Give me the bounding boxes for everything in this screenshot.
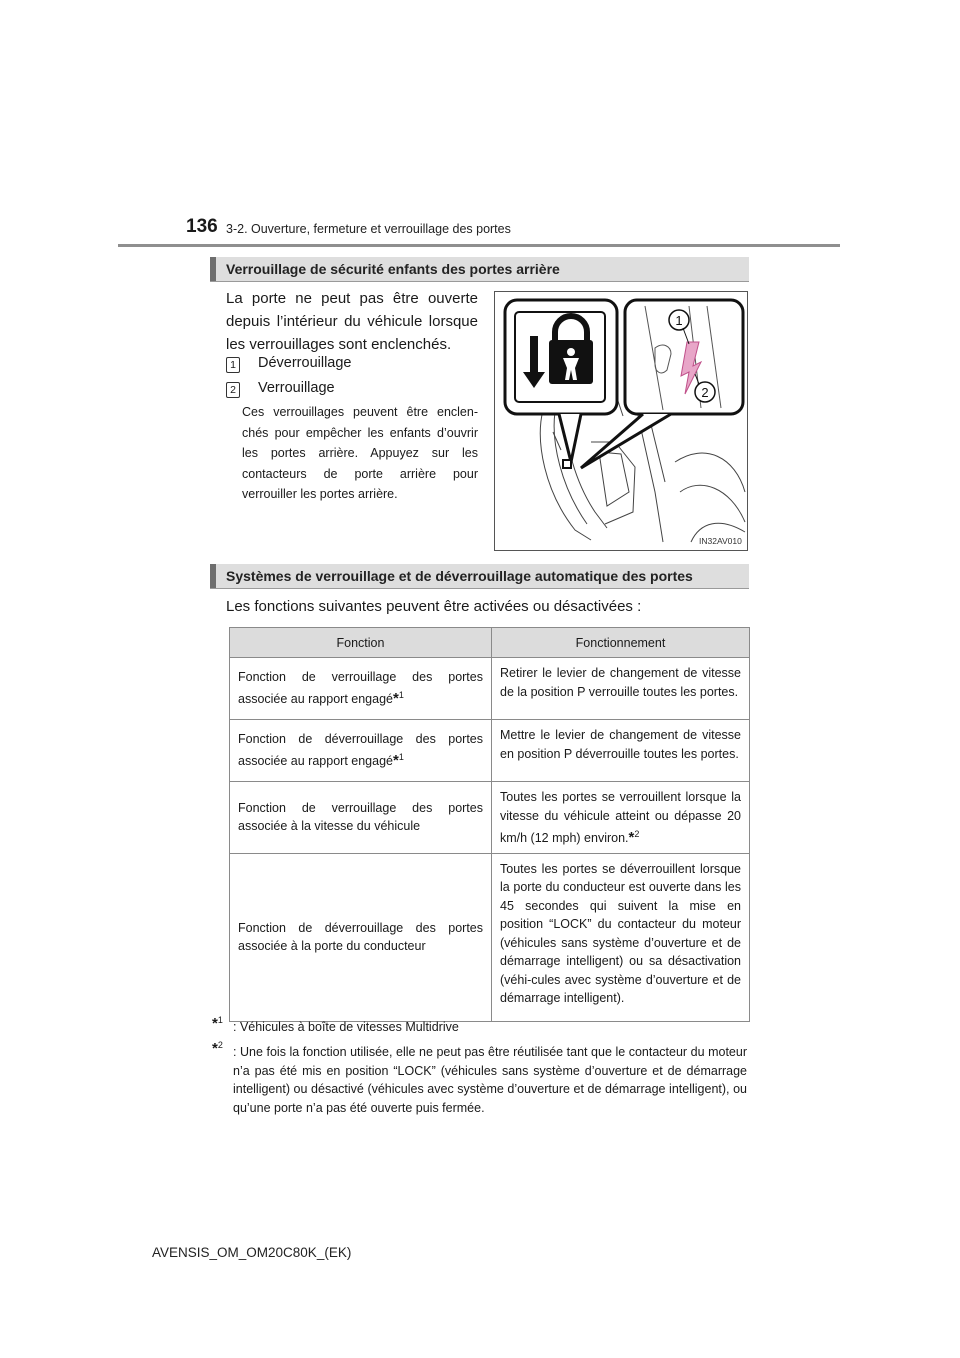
footnote-ref: 2 <box>634 829 640 839</box>
document-id: AVENSIS_OM_OM20C80K_(EK) <box>152 1245 352 1260</box>
cell-text: Retirer le levier de changement de vitesse de la position P verrouille toutes les portes. <box>500 666 741 699</box>
figure-callout-2: 2 <box>701 385 709 400</box>
section-title-text: Systèmes de verrouillage et de déverrouillage automatique des portes <box>226 568 693 584</box>
table-cell-function <box>230 853 492 1021</box>
cell-text: Toutes les portes se verrouillent lorsque la vitesse du véhicule atteint ou dépasse 20 km/h (12 mph) environ. <box>500 790 741 846</box>
footnote-ref: 1 <box>398 752 404 763</box>
table-row <box>230 658 750 720</box>
auto-lock-intro: Les fonctions suivantes peuvent être activées ou désactivées : <box>226 598 642 615</box>
footnote-1: : Véhicules à boîte de vitesses Multidrive <box>233 1020 459 1034</box>
cell-text: Mettre le levier de changement de vitesse en position P déverrouille toutes les portes. <box>500 728 741 761</box>
footnote-number: 1 <box>217 1015 223 1025</box>
header-rule <box>118 244 840 247</box>
item-number-badge: 2 <box>226 382 240 398</box>
table-row <box>230 853 750 1021</box>
child-lock-note: Ces verrouillages peuvent être enclen-chés pour empêcher les enfants d’ouvrir les portes arrière. Appuyez sur les contacteurs de porte arrière pour verrouiller les portes arrière. <box>242 405 478 501</box>
table-cell-operation <box>492 720 750 782</box>
functions-table <box>229 627 750 1022</box>
footnote-star: * <box>392 752 399 770</box>
footnote-ref: 1 <box>398 690 404 701</box>
section-title-auto-lock <box>210 564 749 589</box>
door-illustration <box>495 292 747 550</box>
section-title-text: Verrouillage de sécurité enfants des portes arrière <box>226 261 560 277</box>
cell-text: Fonction de déverrouillage des portes associée au rapport engagé <box>238 731 483 769</box>
child-lock-intro: La porte ne peut pas être ouverte depuis l’intérieur du véhicule lorsque les verrouillages sont enclenchés. <box>226 290 478 353</box>
footnote-star: * <box>392 690 399 708</box>
item-number-badge: 1 <box>226 357 240 373</box>
cell-text: Fonction de déverrouillage des portes associée à la porte du conducteur <box>238 920 483 954</box>
child-lock-figure <box>494 291 748 551</box>
table-cell-function <box>230 658 492 720</box>
page-number: 136 <box>186 216 218 237</box>
figure-code: IN32AV010 <box>699 536 742 546</box>
section-title-child-lock <box>210 257 749 282</box>
running-head: 3-2. Ouverture, fermeture et verrouillage des portes <box>226 222 511 236</box>
table-row <box>230 782 750 854</box>
cell-text: Toutes les portes se déverrouillent lorsque la porte du conducteur est ouverte dans les 45 secondes qui suivent la mise en position “LOCK” du contacteur du moteur (véhicules sans système d’ouverture et de démarrage intelligent) ou sa désactivation (véhi-cules avec système d’ouverture et de démarrage intelligent). <box>500 861 741 1006</box>
item-label-unlock: Déverrouillage <box>258 355 352 371</box>
cell-text: Fonction de verrouillage des portes associée au rapport engagé <box>238 669 483 707</box>
table-cell-operation <box>492 853 750 1021</box>
table-cell-function <box>230 720 492 782</box>
table-cell-operation <box>492 782 750 854</box>
table-cell-operation <box>492 658 750 720</box>
table-header: Fonctionnement <box>492 628 750 658</box>
footnote-number: 2 <box>217 1040 223 1050</box>
item-label-lock: Verrouillage <box>258 380 335 396</box>
table-cell-function <box>230 782 492 854</box>
cell-text: Fonction de verrouillage des portes associée à la vitesse du véhicule <box>238 800 483 834</box>
footnote-marker <box>212 1015 223 1032</box>
figure-callout-1: 1 <box>675 313 683 328</box>
footnote-star: * <box>212 1015 218 1033</box>
table-header-row <box>230 628 750 658</box>
footnote-marker <box>212 1040 223 1057</box>
footnote-2: : Une fois la fonction utilisée, elle ne peut pas être réutilisée tant que le contacteur du moteur n’a pas été mis en position “LOCK” (véhicules sans système d’ouverture et de démarrage intelligent) ou désactivé (véhicules avec système d’ouverture et de démarrage intelligent), ou qu’une porte n’a pas été ouverte puis fermée. <box>233 1045 747 1115</box>
footnote-star: * <box>212 1040 218 1058</box>
table-row <box>230 720 750 782</box>
footnote-star: * <box>628 829 635 847</box>
table-header: Fonction <box>230 628 492 658</box>
